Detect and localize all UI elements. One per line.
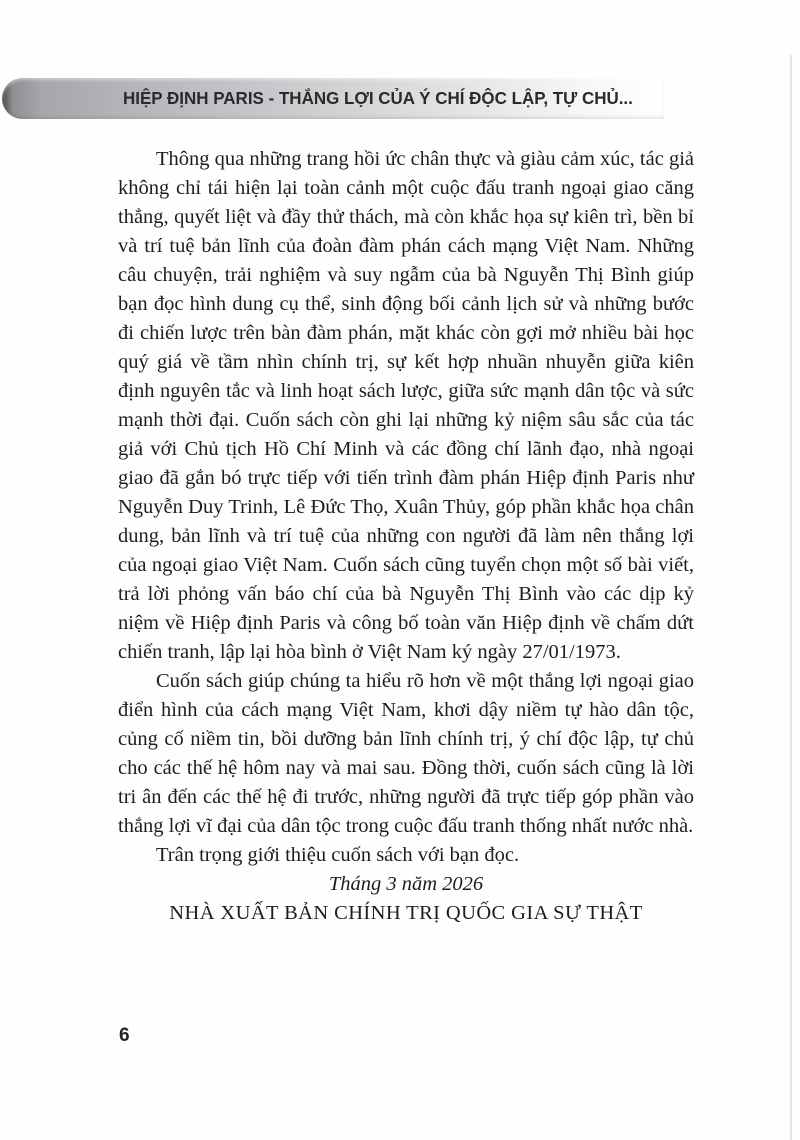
page-number: 6 [119,1025,130,1046]
body-text-column [118,145,694,928]
page-edge-line [790,55,792,1140]
paragraph-1: Thông qua những trang hồi ức chân thực và giàu cảm xúc, tác giả không chỉ tái hiện lại toàn cảnh một cuộc đấu tranh ngoại giao căng thẳng, quyết liệt và đầy thử thách, mà còn khắc họa sự kiên trì, bền bỉ và trí tuệ bản lĩnh của đoàn đàm phán cách mạng Việt Nam. Những câu chuyện, trải nghiệm và suy ngẫm của bà Nguyễn Thị Bình giúp bạn đọc hình dung cụ thể, sinh động bối cảnh lịch sử và những bước đi chiến lược trên bàn đàm phán, mặt khác còn gợi mở nhiều bài học quý giá về tầm nhìn chính trị, sự kết hợp nhuần nhuyễn giữa kiên định nguyên tắc và linh hoạt sách lược, giữa sức mạnh dân tộc và sức mạnh thời đại. Cuốn sách còn ghi lại những kỷ niệm sâu sắc của tác giả với Chủ tịch Hồ Chí Minh và các đồng chí lãnh đạo, nhà ngoại giao đã gắn bó trực tiếp với tiến trình đàm phán Hiệp định Paris như Nguyễn Duy Trinh, Lê Đức Thọ, Xuân Thủy, góp phần khắc họa chân dung, bản lĩnh và trí tuệ của những con người đã làm nên thắng lợi của ngoại giao Việt Nam. Cuốn sách cũng tuyển chọn một số bài viết, trả lời phỏng vấn báo chí của bà Nguyễn Thị Bình vào các dịp kỷ niệm về Hiệp định Paris và công bố toàn văn Hiệp định về chấm dứt chiến tranh, lập lại hòa bình ở Việt Nam ký ngày 27/01/1973. [118,148,694,663]
paragraph-3: Trân trọng giới thiệu cuốn sách với bạn đọc. [156,844,520,866]
date-line: Tháng 3 năm 2026 [328,873,484,895]
publisher-name: NHÀ XUẤT BẢN CHÍNH TRỊ QUỐC GIA SỰ THẬT [169,902,643,924]
chapter-header-banner [2,78,664,119]
paragraph-2: Cuốn sách giúp chúng ta hiểu rõ hơn về một thắng lợi ngoại giao điển hình của cách mạng Việt Nam, khơi dậy niềm tự hào dân tộc, củng cố niềm tin, bồi dưỡng bản lĩnh chính trị, ý chí độc lập, tự chủ cho các thế hệ hôm nay và mai sau. Đồng thời, cuốn sách cũng là lời tri ân đến các thế hệ đi trước, những người đã trực tiếp góp phần vào thắng lợi vĩ đại của dân tộc trong cuộc đấu tranh thống nhất nước nhà. [118,670,694,837]
chapter-header-title: HIỆP ĐỊNH PARIS - THẮNG LỢI CỦA Ý CHÍ ĐỘC LẬP, TỰ CHỦ... [123,88,633,108]
